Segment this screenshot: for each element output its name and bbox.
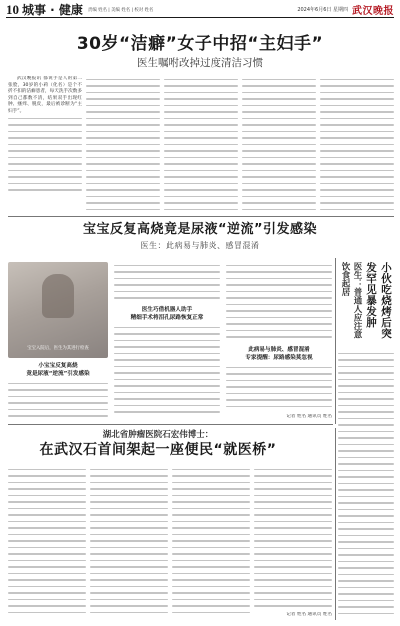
story2-right-title [226,346,332,362]
masthead [6,2,394,18]
story2-byline-box [226,414,332,422]
text-lines [114,324,220,415]
mid-title-line-2: 精细手术将泪孔尿路恢复正常 [130,315,204,321]
editor-credits: 责编 姓名 | 美编 姓名 | 校对 姓名 [87,7,154,13]
divider [8,424,333,425]
story3-byline-box [254,612,332,620]
story2-column-2a [114,262,220,302]
story2-side-title [8,362,108,378]
photo-figure [42,274,74,318]
text-lines [8,466,86,616]
story1-column-2 [86,76,160,214]
divider [8,216,394,217]
text-lines [226,262,332,340]
story2-photo [8,262,108,358]
story2-column-3b [226,364,332,414]
text-lines [320,76,394,213]
side-title-line-1: 小宝宝反复高烧 [38,363,78,369]
photo-caption: 宝宝入院后，医生为其进行检查 [27,346,89,351]
text-lines [254,466,332,609]
column-divider [335,258,336,424]
story1-subhead: 医生嘱咐改掉过度清洁习惯 [137,57,263,69]
story2-column-3a [226,262,332,342]
story3-column-4 [254,466,332,612]
text-lines [164,76,238,213]
issue-date: 2024年6月6日 星期四 [297,7,348,13]
text-lines [338,350,394,617]
story1-lead: 武汉晚报讯 都说手是人的第二张脸，30岁的小莉（化名）是个不折不扣的洁癖患者，每天洗手次数多到自己都数不清，结果双手出现红肿、瘙痒、脱皮，最后被诊断为“主妇手”。 [8,76,82,114]
side-title-line-2: 竟是尿液“逆流”引发感染 [26,371,90,377]
vertical-story-title [338,262,394,346]
page-number: 10 [6,1,19,17]
story3-column-1 [8,466,86,620]
newspaper-logo: 武汉晚报 [352,6,394,17]
right-title-line-1: 此病易与肺炎、感冒混淆 [248,347,310,353]
story3-byline: 记者 姓名 通讯员 姓名 [286,612,332,617]
story1-column-3 [164,76,238,214]
mid-title-line-1: 医生巧借机器人助手 [141,307,193,313]
story2-byline: 记者 姓名 通讯员 姓名 [286,414,332,419]
story3-headline: 在武汉石首间架起一座便民“就医桥” [39,442,277,458]
story2-column-2b [114,324,220,420]
story2-headline: 宝宝反复高烧竟是尿液“逆流”引发感染 [82,222,318,237]
story1-column-5 [320,76,394,214]
section-title: 城事 · 健康 [22,2,83,17]
text-lines [90,466,168,616]
story2-column-1 [8,380,108,420]
story3-kicker: 湖北省肿瘤医院石宏伟博士： [102,430,214,440]
text-lines [172,466,250,616]
story2-mid-title [114,306,220,322]
column-divider [335,428,336,620]
text-lines [114,262,220,301]
story3-column-3 [172,466,250,620]
right-title-line-2: 专家提醒：尿路感染莫忽视 [245,355,313,361]
text-lines [226,364,332,410]
vertical-story-body [338,350,394,620]
text-lines [86,76,160,213]
text-lines [242,76,316,213]
story3-column-2 [90,466,168,620]
story1-column-4 [242,76,316,214]
vertical-headline: 小伙吃烧烤后突发罕见暴发肿 [365,262,392,339]
vertical-subhead: 医生：普通人应注意饮食起居 [340,262,362,339]
story1-headline: 30岁“洁癖”女子中招“主妇手” [76,34,324,54]
story2-subhead: 医生：此病易与肺炎、感冒混淆 [140,241,260,250]
story1-column-1 [8,76,82,214]
text-lines [8,380,108,419]
text-lines [8,115,82,193]
